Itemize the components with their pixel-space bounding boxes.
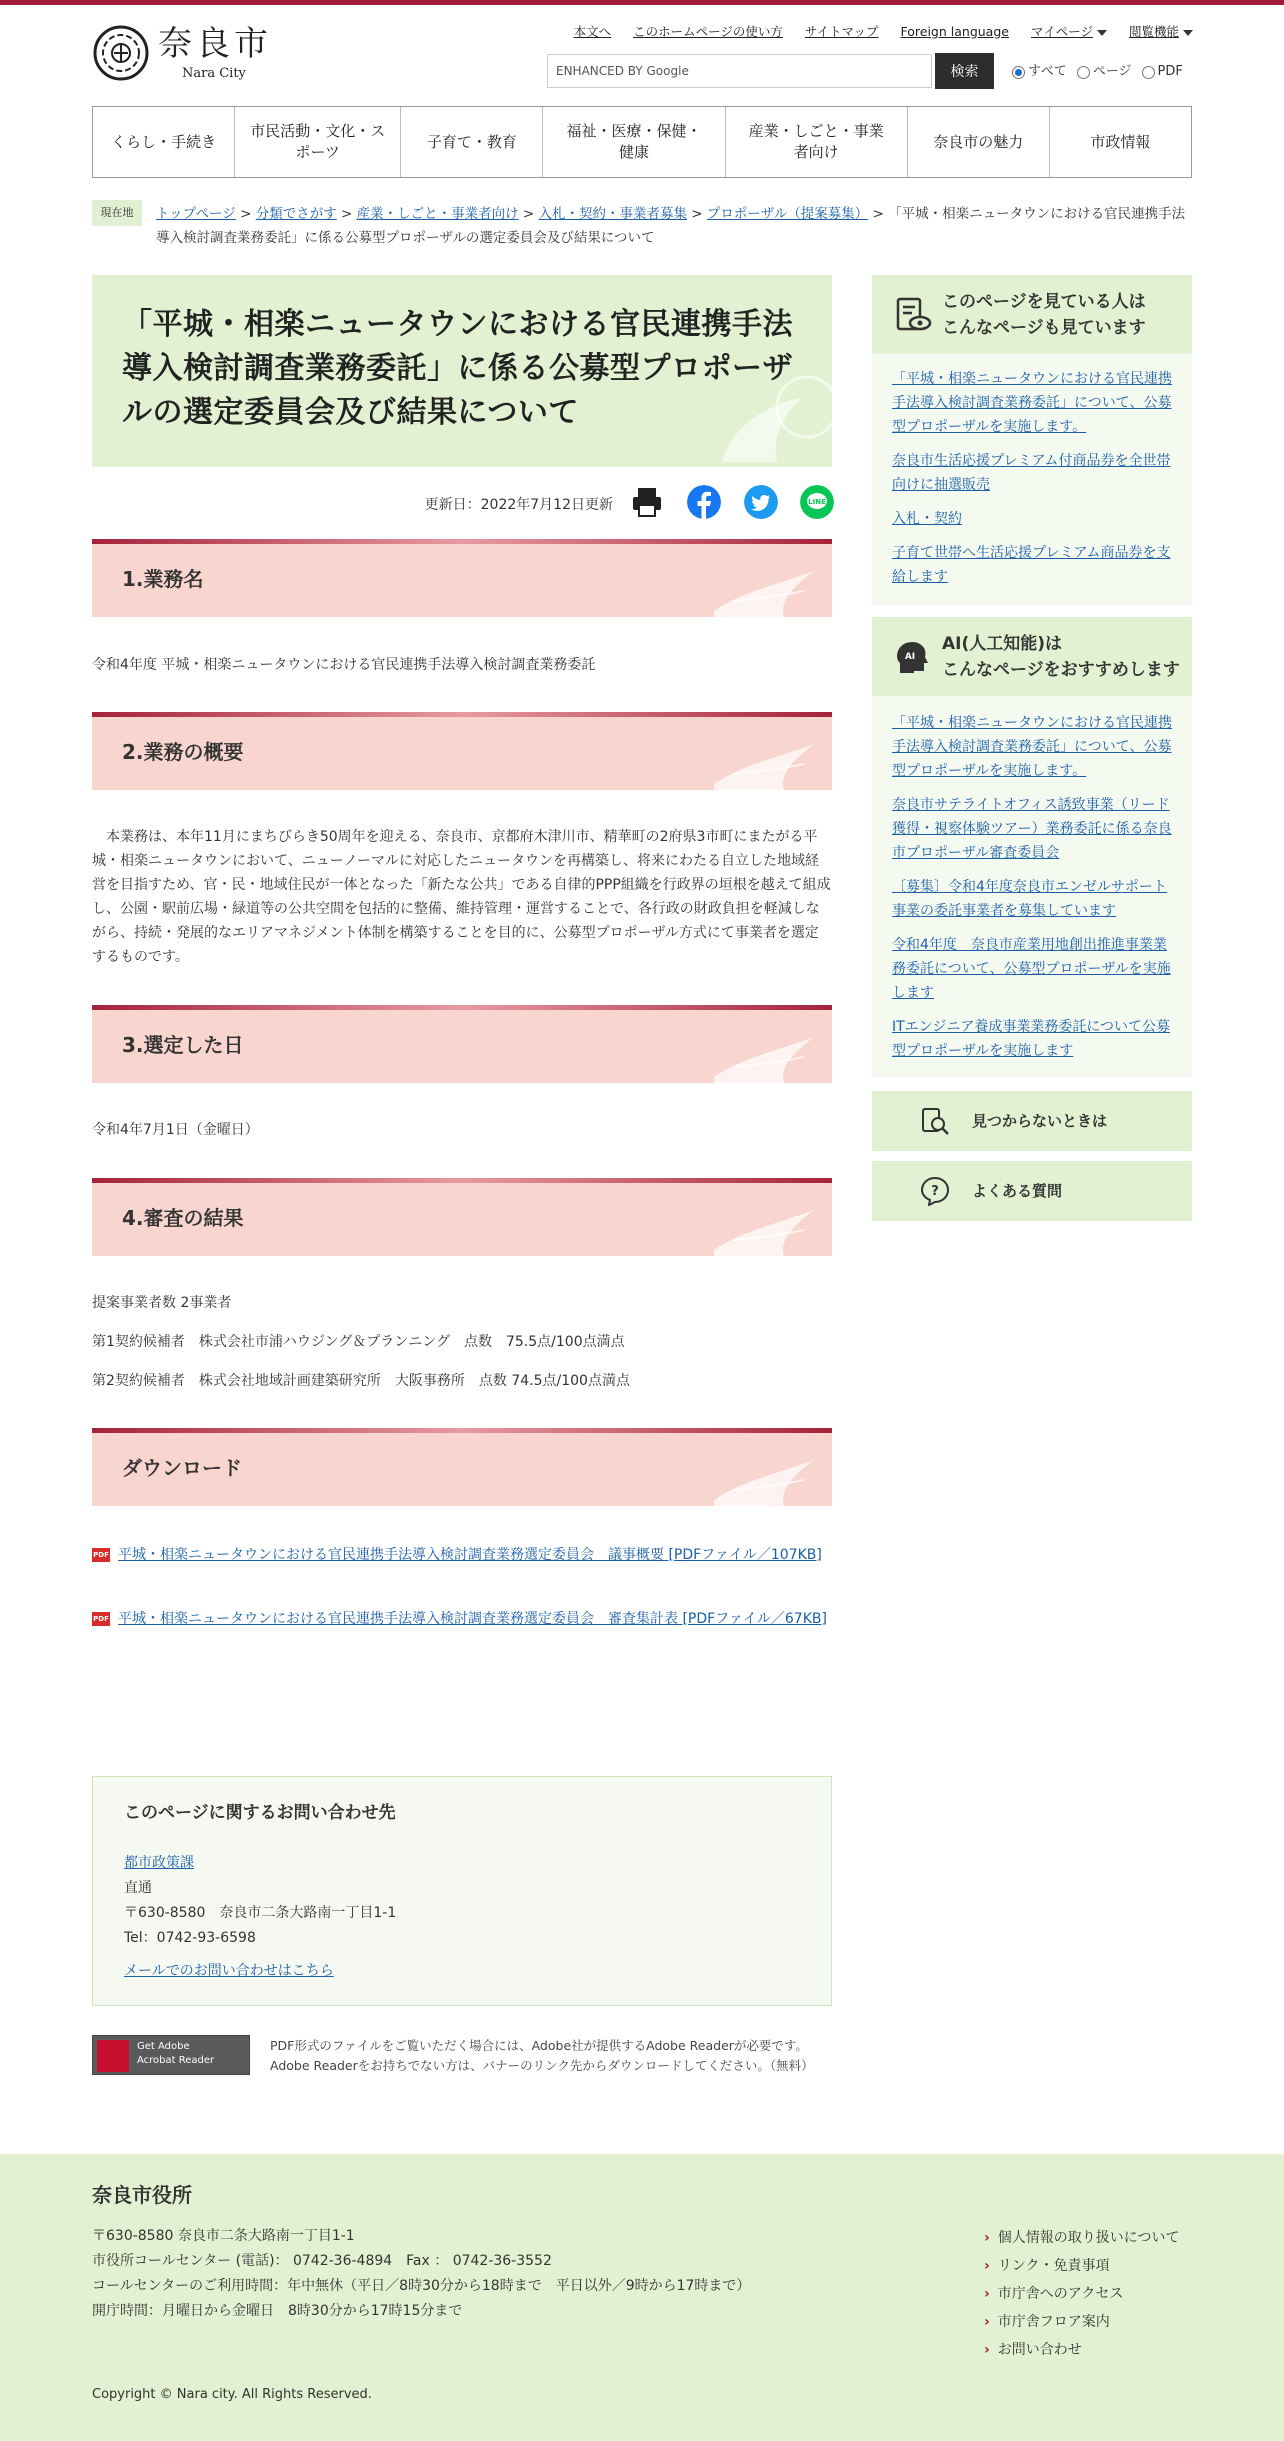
- footer-link-contact[interactable]: [984, 2336, 1180, 2364]
- result-line: 第2契約候補者 株式会社地域計画建築研究所 大阪事務所 点数 74.5点/100点満点: [92, 1373, 630, 1389]
- nav-industry[interactable]: 産業・しごと・事業者向け: [726, 107, 908, 177]
- viewed-pages-box: [872, 275, 1192, 605]
- my-page-label[interactable]: マイページ: [1030, 24, 1093, 39]
- contact-title: このページに関するお問い合わせ先: [124, 1803, 396, 1823]
- foreign-language-link[interactable]: Foreign language: [900, 24, 1009, 39]
- footer-link-label: 個人情報の取り扱いについて: [997, 2230, 1180, 2246]
- radio-all[interactable]: [1012, 62, 1067, 82]
- footer-link-disclaimer[interactable]: [984, 2252, 1180, 2280]
- footer-link-label: リンク・免責事項: [997, 2258, 1110, 2274]
- footer-title: 奈良市役所: [92, 2183, 192, 2207]
- radio-page[interactable]: [1077, 62, 1132, 82]
- section-title: 2.業務の概要: [122, 740, 244, 764]
- footer-link-floor[interactable]: [984, 2308, 1180, 2336]
- contact-tel: Tel：0742-93-6598: [124, 1930, 256, 1946]
- section-3-body: 令和4年7月1日（金曜日）: [92, 1122, 259, 1138]
- nav-attractions[interactable]: 奈良市の魅力: [908, 107, 1050, 177]
- ai-link[interactable]: 「平城・相楽ニュータウンにおける官民連携手法導入検討調査業務委託」について、公募型プロポーザルを実施します。: [892, 715, 1172, 779]
- adobe-note: PDF形式のファイルをご覧いただく場合には、Adobe社が提供するAdobe Readerが必要です。Adobe Readerをお持ちでない方は、バナーのリンク先からダウンロードしてください。（無料）: [270, 2038, 814, 2073]
- not-found-label: 見つからないときは: [972, 1112, 1108, 1130]
- ai-head-icon: [892, 637, 932, 677]
- breadcrumb-industry[interactable]: 産業・しごと・事業者向け: [356, 206, 519, 222]
- my-page-dropdown[interactable]: [1031, 22, 1107, 42]
- global-nav: [92, 106, 1192, 178]
- contact-dept-link[interactable]: 都市政策課: [124, 1855, 194, 1871]
- result-line: 第1契約候補者 株式会社市浦ハウジング＆プランニング 点数 75.5点/100点満点: [92, 1334, 625, 1350]
- search-document-icon: [920, 1106, 950, 1136]
- utility-nav: [563, 22, 1193, 42]
- viewed-link[interactable]: 「平城・相楽ニュータウンにおける官民連携手法導入検討調査業務委託」について、公募型プロポーザルを実施します。: [892, 371, 1172, 435]
- updated-date: 更新日：2022年7月12日更新: [424, 497, 613, 513]
- site-logo[interactable]: [92, 24, 272, 84]
- breadcrumb: トップページ > 分類でさがす > 産業・しごと・事業者向け > 入札・契約・事業者募集 > プロポーザル（提案募集） > 「平城・相楽ニュータウンにおける官民連携手法導入検討調査業務委託」に係る公募型プロポーザルの選定委員会及び結果について: [156, 206, 1186, 246]
- search-button[interactable]: 検索: [935, 53, 994, 89]
- breadcrumb-category[interactable]: 分類でさがす: [255, 206, 337, 222]
- footer-callcenter: 市役所コールセンター (電話)： 0742-36-4894 Fax ： 0742-36-3552: [92, 2253, 552, 2269]
- pdf-icon: PDF: [92, 1612, 110, 1626]
- nav-welfare[interactable]: 福祉・医療・保健・健康: [543, 107, 725, 177]
- section-heading-2: [92, 712, 832, 790]
- contact-mail-link[interactable]: メールでのお問い合わせはこちら: [124, 1963, 334, 1979]
- logo-subtitle: Nara City: [182, 66, 246, 81]
- crane-decoration-icon: [704, 1450, 824, 1506]
- document-eye-icon: [892, 295, 932, 335]
- nav-living[interactable]: くらし・手続き: [93, 107, 235, 177]
- how-to-use-link[interactable]: このホームページの使い方: [633, 24, 783, 39]
- radio-dot-icon: [1077, 66, 1090, 79]
- breadcrumb-top[interactable]: トップページ: [156, 206, 236, 222]
- contact-box: [92, 1776, 832, 2006]
- chevron-right-icon: ›: [984, 2230, 990, 2246]
- nara-emblem-icon: [92, 24, 150, 82]
- ai-title-l1: AI(人工知能)は: [942, 634, 1063, 654]
- twitter-icon[interactable]: [744, 485, 778, 519]
- section-heading-1: [92, 539, 832, 617]
- section-1-body: 令和4年度 平城・相楽ニュータウンにおける官民連携手法導入検討調査業務委託: [92, 657, 596, 673]
- accessibility-dropdown[interactable]: [1129, 22, 1193, 42]
- footer-link-access[interactable]: [984, 2280, 1180, 2308]
- svg-text:?: ?: [931, 1184, 939, 1199]
- adobe-banner-line1: Get Adobe: [137, 2041, 190, 2052]
- radio-all-label: すべて: [1028, 64, 1067, 79]
- nav-civic[interactable]: 市民活動・文化・スポーツ: [235, 107, 401, 177]
- radio-dot-icon: [1012, 66, 1025, 79]
- footer-address: 〒630-8580 奈良市二条大路南一丁目1-1: [92, 2228, 355, 2244]
- viewed-link[interactable]: 子育て世帯へ生活応援プレミアム商品券を支給します: [892, 545, 1171, 585]
- chevron-right-icon: ›: [984, 2342, 990, 2358]
- faq-button[interactable]: [872, 1161, 1192, 1221]
- viewed-pages-header: [872, 275, 1192, 354]
- accessibility-label[interactable]: 閲覧機能: [1128, 24, 1179, 39]
- adobe-banner-line2: Acrobat Reader: [137, 2055, 215, 2066]
- download-item: [92, 1543, 832, 1567]
- download-heading: [92, 1428, 832, 1506]
- crane-decoration-icon: [704, 1200, 824, 1256]
- nav-city-info[interactable]: 市政情報: [1090, 132, 1151, 151]
- section-title: 1.業務名: [122, 567, 204, 591]
- footer-link-label: 市庁舎へのアクセス: [997, 2286, 1124, 2302]
- question-bubble-icon: [920, 1176, 950, 1206]
- ai-recommend-box: [872, 617, 1192, 1077]
- footer-link-label: 市庁舎フロア案内: [997, 2314, 1110, 2330]
- chevron-right-icon: ›: [984, 2286, 990, 2302]
- ai-recommend-header: [872, 617, 1192, 696]
- nav-childcare[interactable]: 子育て・教育: [401, 107, 543, 177]
- footer-hours: コールセンターのご利用時間：年中無休（平日／8時30分から18時まで 平日以外／9時から17時まで）: [92, 2278, 751, 2294]
- copyright: Copyright © Nara city. All Rights Reserved.: [92, 2387, 372, 2402]
- download-item: [92, 1607, 832, 1631]
- svg-text:LINE: LINE: [808, 498, 826, 506]
- viewed-link[interactable]: 入札・契約: [892, 511, 962, 527]
- search-input[interactable]: ENHANCED BY Google: [547, 54, 932, 88]
- contact-direct: 直通: [124, 1880, 152, 1896]
- radio-pdf[interactable]: [1142, 62, 1183, 82]
- viewed-title-l1: このページを見ている人は: [942, 292, 1146, 312]
- chevron-right-icon: ›: [984, 2314, 990, 2330]
- site-footer: [0, 2154, 1284, 2441]
- viewed-link[interactable]: 奈良市生活応援プレミアム付商品券を全世帯向けに抽選販売: [892, 453, 1171, 493]
- contact-address: 〒630-8580 奈良市二条大路南一丁目1-1: [124, 1905, 397, 1921]
- page-title: 「平城・相楽ニュータウンにおける官民連携手法導入検討調査業務委託」に係る公募型プロポーザルの選定委員会及び結果について: [122, 307, 793, 430]
- breadcrumb-badge: 現在地: [92, 200, 142, 226]
- radio-pdf-label: PDF: [1157, 64, 1183, 79]
- chevron-down-icon: [1097, 30, 1107, 36]
- section-heading-3: [92, 1005, 832, 1083]
- footer-office-hours: 開庁時間：月曜日から金曜日 8時30分から17時15分まで: [92, 2303, 463, 2319]
- ai-link[interactable]: 令和4年度 奈良市産業用地創出推進事業業務委託について、公募型プロポーザルを実施します: [892, 937, 1171, 1001]
- breadcrumb-bidding[interactable]: 入札・契約・事業者募集: [538, 206, 688, 222]
- acrobat-icon: [97, 2040, 129, 2072]
- crane-decoration-icon: [704, 561, 824, 617]
- viewed-title-l2: こんなページも見ています: [942, 318, 1146, 338]
- footer-link-privacy[interactable]: [984, 2224, 1180, 2252]
- download-link[interactable]: 平城・相楽ニュータウンにおける官民連携手法導入検討調査業務選定委員会 議事概要 [PDFファイル／107KB]: [118, 1547, 822, 1563]
- ai-link[interactable]: ITエンジニア養成事業業務委託について公募型プロポーザルを実施します: [892, 1019, 1171, 1059]
- skip-to-content-link[interactable]: 本文へ: [573, 24, 612, 39]
- bird-decoration-icon: [702, 367, 832, 467]
- print-icon[interactable]: [630, 485, 664, 519]
- sitemap-link[interactable]: サイトマップ: [804, 24, 879, 39]
- crane-decoration-icon: [704, 1027, 824, 1083]
- section-title: ダウンロード: [122, 1456, 242, 1480]
- ai-link[interactable]: 〔募集〕令和4年度奈良市エンゼルサポート事業の委託事業者を募集しています: [892, 879, 1167, 919]
- result-line: 提案事業者数 2事業者: [92, 1295, 232, 1311]
- logo-title: 奈良市: [158, 24, 272, 64]
- breadcrumb-proposal[interactable]: プロポーザル（提案募集）: [706, 206, 869, 222]
- chevron-right-icon: ›: [984, 2258, 990, 2274]
- ai-title-l2: こんなページをおすすめします: [942, 660, 1180, 680]
- section-heading-4: [92, 1178, 832, 1256]
- download-link[interactable]: 平城・相楽ニュータウンにおける官民連携手法導入検討調査業務選定委員会 審査集計表 [PDFファイル／67KB]: [118, 1611, 827, 1627]
- radio-page-label: ページ: [1092, 64, 1132, 79]
- section-2-body: 本業務は、本年11月にまちびらき50周年を迎える、奈良市、京都府木津川市、精華町の2府県3市町にまたがる平城・相楽ニュータウンにおいて、ニューノーマルに対応したニュータウンを再構築し、将来にわたる自立した地域経営を目指すため、官・民・地域住民が一体となった「新たな公共」である自律的PPP組織を行政界の垣根を越えて組成し、公園・駅前広場・緑道等の公共空間を包括的に整備、維持管理・運営することで、各行政の財政負担を軽減しながら、持続・発展的なエリアマネジメント体制を構築することを目的に、公募型プロポーザル方式にて事業者を選定するものです。: [92, 829, 831, 965]
- not-found-button[interactable]: [872, 1091, 1192, 1151]
- line-icon[interactable]: [800, 485, 834, 519]
- top-accent-bar: [0, 0, 1284, 5]
- radio-dot-icon: [1142, 66, 1155, 79]
- chevron-down-icon: [1183, 30, 1193, 36]
- footer-link-label: お問い合わせ: [997, 2342, 1082, 2358]
- adobe-reader-banner[interactable]: [92, 2035, 250, 2075]
- section-title: 4.審査の結果: [122, 1206, 244, 1230]
- section-title: 3.選定した日: [122, 1033, 244, 1057]
- breadcrumb-current: 「平城・相楽ニュータウンにおける官民連携手法導入検討調査業務委託」に係る公募型プロポーザルの選定委員会及び結果について: [156, 206, 1186, 246]
- pdf-icon: PDF: [92, 1548, 110, 1562]
- crane-decoration-icon: [704, 734, 824, 790]
- faq-label: よくある質問: [972, 1182, 1063, 1200]
- svg-text:AI: AI: [904, 652, 916, 662]
- ai-link[interactable]: 奈良市サテライトオフィス誘致事業（リード獲得・視察体験ツアー）業務委託に係る奈良市プロポーザル審査委員会: [892, 797, 1172, 861]
- page-title-box: [92, 275, 832, 467]
- search-scope-radios: [1012, 62, 1183, 82]
- facebook-icon[interactable]: [687, 485, 721, 519]
